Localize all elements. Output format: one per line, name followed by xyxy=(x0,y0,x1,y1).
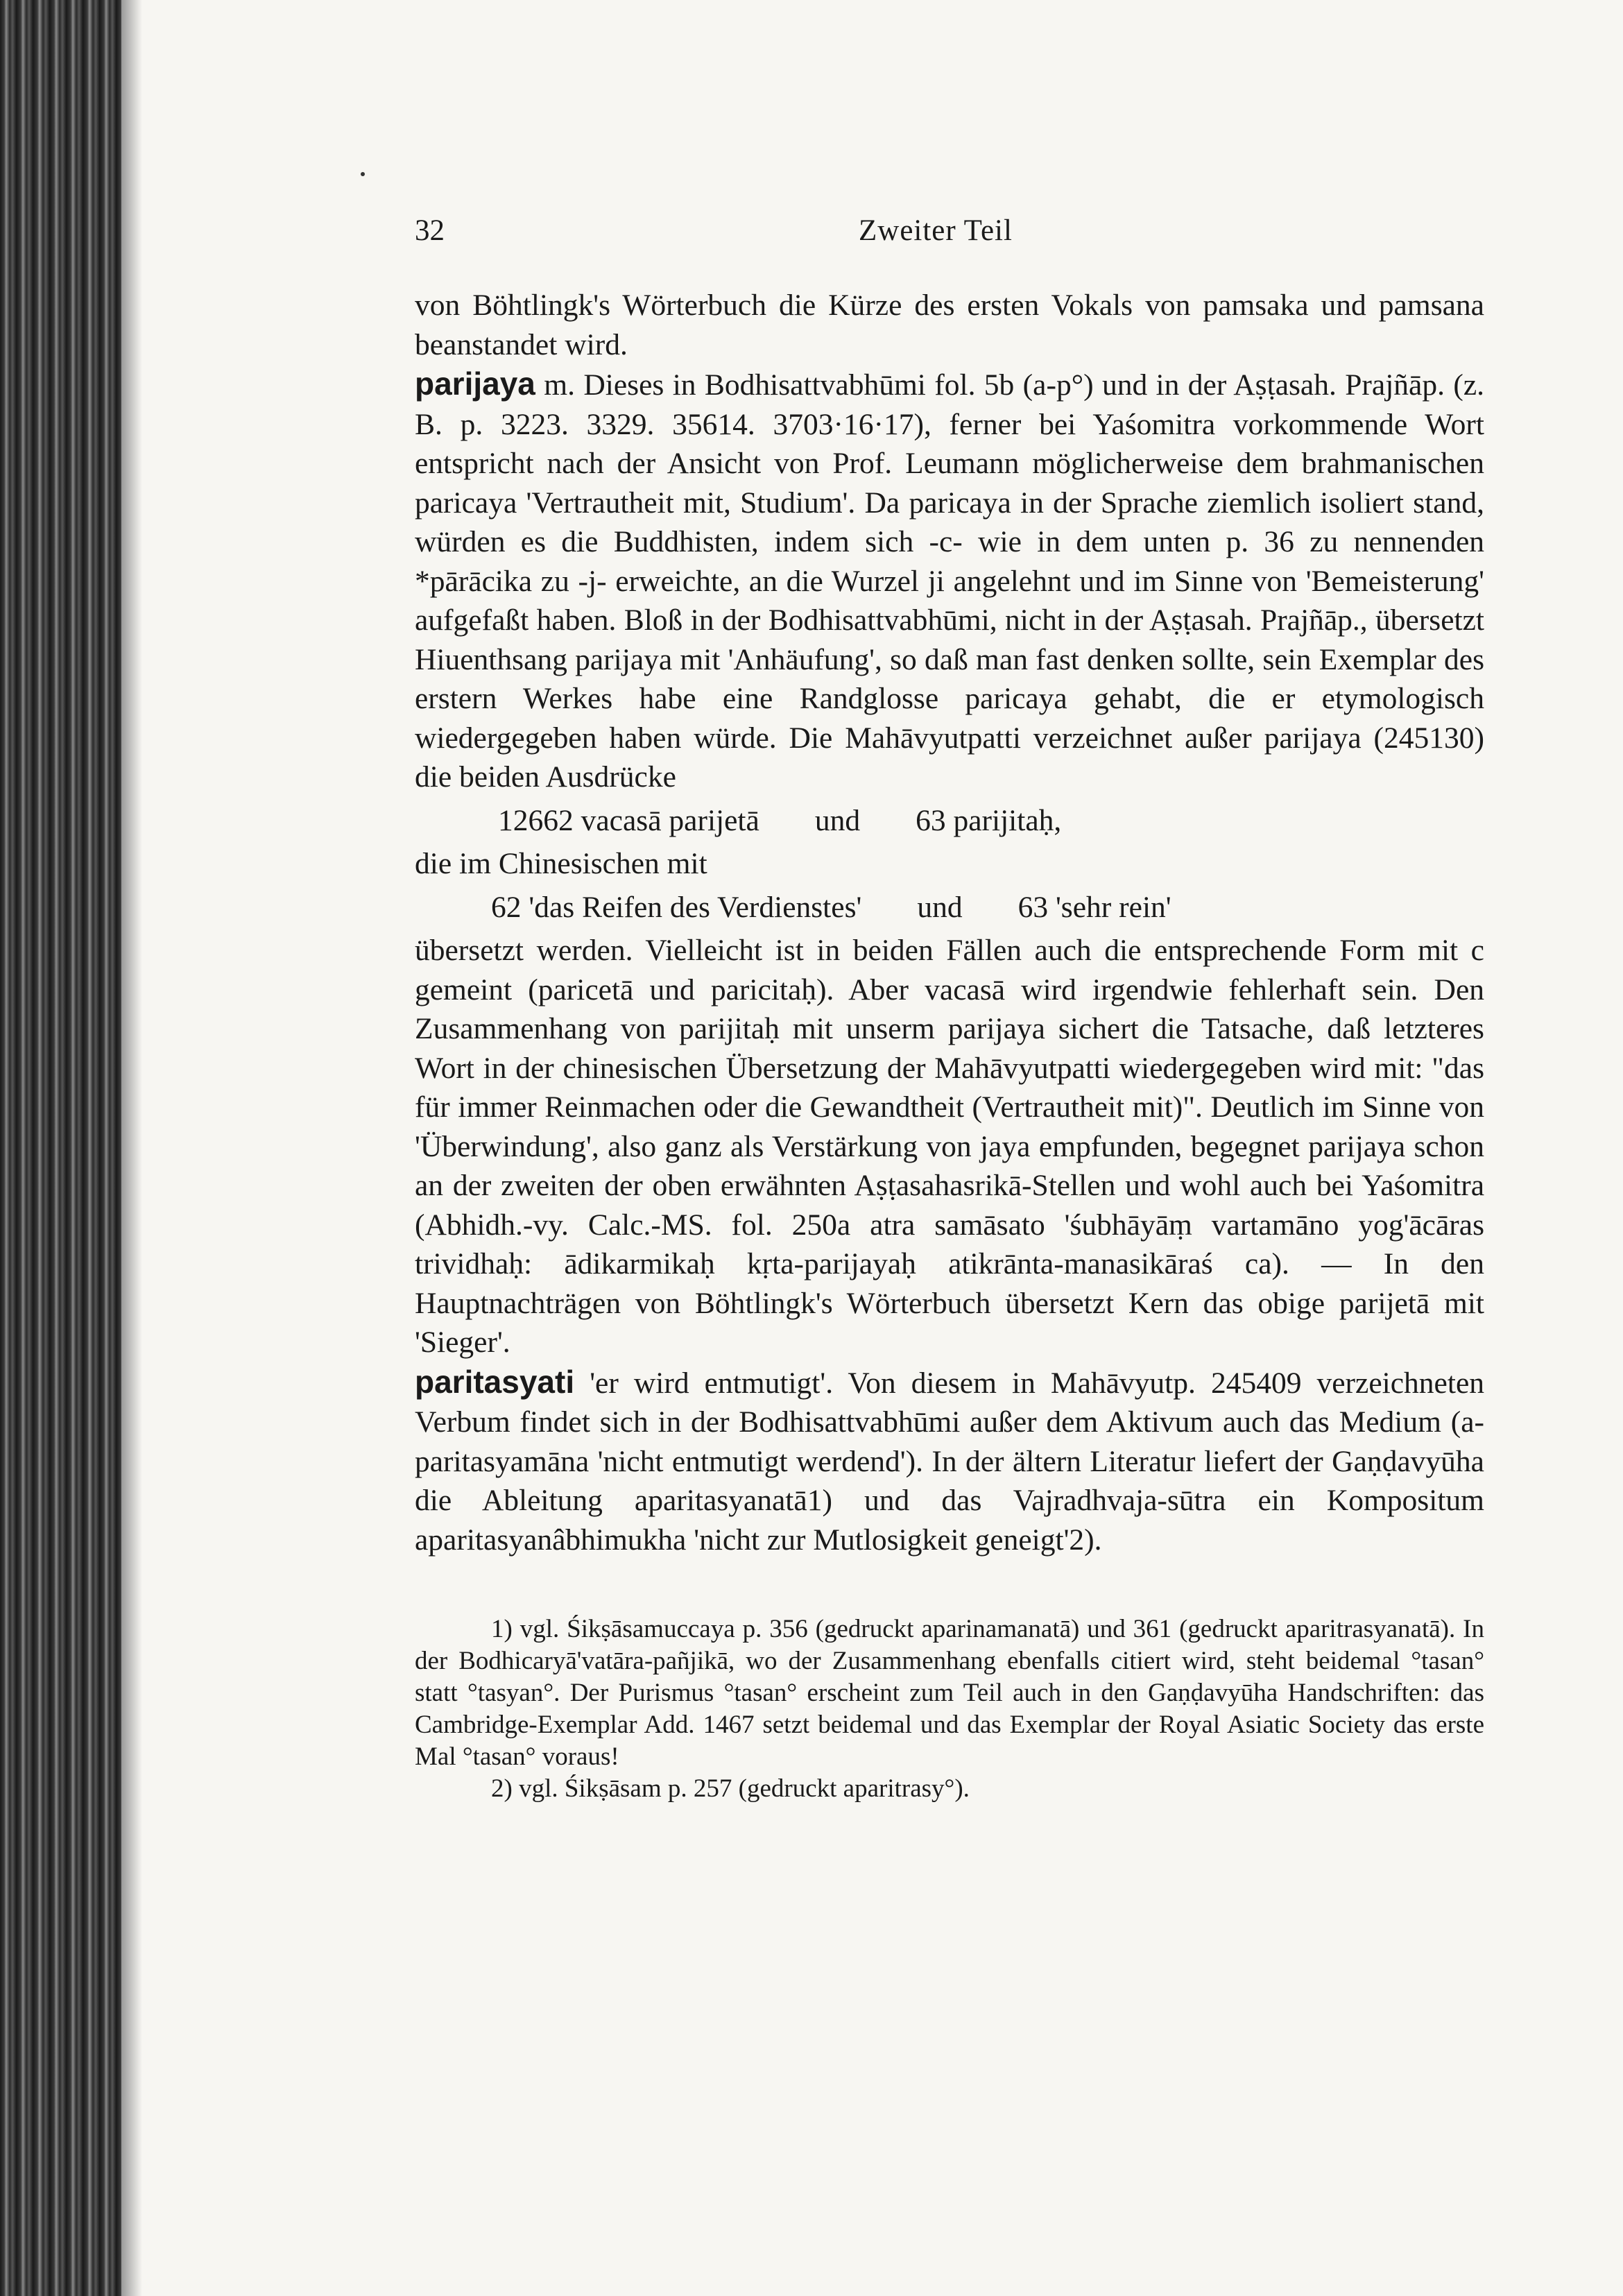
citation-2-term2: 63 'sehr rein' xyxy=(1017,890,1171,924)
entry-paritasyati xyxy=(415,1362,1484,1560)
page-number: 32 xyxy=(415,214,445,247)
citation-1-and: und xyxy=(814,803,861,837)
citation-1-term: 12662 vacasā parijetā xyxy=(498,803,759,837)
footnote-1: 1) vgl. Śikṣāsamuccaya p. 356 (gedruckt aparinamanatā) und 361 (gedruckt aparitrasyanatā). In der Bodhicaryā'vatāra-pañjikā, wo der Zusammenhang ebenfalls citiert wird, steht beidemal °tasan° statt °tasyan°. Der Purismus °tasan° erscheint zum Teil auch in den Gaṇḍavyūha Handschriften: das Cambridge-Exemplar Add. 1467 setzt beidemal und das Exemplar der Royal Asiatic Society das erste Mal °tasan° voraus! xyxy=(415,1615,1484,1771)
citation-2-term: 62 'das Reifen des Verdienstes' xyxy=(491,890,862,924)
footnotes xyxy=(415,1613,1484,1805)
footnote-2: 2) vgl. Śikṣāsam p. 257 (gedruckt aparitrasy°). xyxy=(491,1774,970,1803)
citation-2-and: und xyxy=(917,890,963,924)
lemma-paritasyati: paritasyati xyxy=(415,1363,575,1400)
page-header xyxy=(415,201,1484,257)
mid-line: die im Chinesischen mit xyxy=(415,847,707,880)
citation-1-term2: 63 parijitaḥ, xyxy=(916,803,1062,837)
main-text xyxy=(415,286,1484,1559)
lemma-parijaya: parijaya xyxy=(415,366,535,402)
stray-mark xyxy=(361,172,365,176)
running-title: Zweiter Teil xyxy=(859,214,1013,247)
paragraph-continuation: übersetzt werden. Vielleicht ist in beiden Fällen auch die entsprechende Form mit c gemeint (paricetā und paricitaḥ). Aber vacasā wird irgendwie fehlerhaft sein. Den Zusammenhang von parijitaḥ mit unserm parijaya sichert die Tatsache, daß letzteres Wort in der chinesischen Übersetzung der Mahāvyutpatti wiedergegeben wird mit: "das für immer Reinmachen oder die Gewandtheit (Vertrautheit mit)". Deutlich im Sinne von 'Überwindung', also ganz als Verstärkung von jaya empfunden, begegnet parijaya schon an der zweiten der oben erwähnten Aṣṭasahasrikā-Stellen und wohl auch bei Yaśomitra (Abhidh.-vy. Calc.-MS. fol. 250a atra samāsato 'śubhāyāṃ vartamāno yog'ācāras trividhaḥ: ādikarmikaḥ kṛta-parijayaḥ atikrānta-manasikāraś ca). — In den Hauptnachträgen von Böhtlingk's Wörterbuch übersetzt Kern das obige parijetā mit 'Sieger'. xyxy=(415,934,1484,1359)
citation-line-1 xyxy=(415,801,1484,841)
citation-line-2 xyxy=(415,888,1484,927)
entry-parijaya-text: m. Dieses in Bodhisattvabhūmi fol. 5b (a-p°) und in der Aṣṭasah. Prajñāp. (z. B. p. 3223. 3329. 35614. 3703·16·17), ferner bei Yaśomitra vorkommende Wort entspricht nach der Ansicht von Prof. Leumann möglicherweise dem brahmanischen paricaya 'Vertrautheit mit, Studium'. Da paricaya in der Sprache ziemlich isoliert stand, würden es die Buddhisten, indem sich -c- wie in dem unten p. 36 zu nennenden *pārācika zu -j- erweichte, an die Wurzel ji angelehnt und im Sinne von 'Bemeisterung' aufgefaßt haben. Bloß in der Bodhisattvabhūmi, nicht in der Aṣṭasah. Prajñāp., übersetzt Hiuenthsang parijaya mit 'Anhäufung', so daß man fast denken sollte, sein Exemplar des erstern Werkes habe eine Randglosse paricaya gehabt, die er etymologisch wiedergegeben haben würde. Die Mahāvyutpatti verzeichnet außer parijaya (245130) die beiden Ausdrücke xyxy=(415,368,1485,794)
book-gutter-shadow xyxy=(0,0,121,2296)
gutter-edge xyxy=(121,0,142,2296)
entry-parijaya xyxy=(415,364,1484,797)
entry-paritasyati-text: 'er wird entmutigt'. Von diesem in Mahāvyutp. 245409 verzeichneten Verbum findet sich in der Bodhisattvabhūmi außer dem Aktivum auch das Medium (a-paritasyamāna 'nicht entmutigt werdend'). In der ältern Literatur liefert der Gaṇḍavyūha die Ableitung aparitasyanatā1) und das Vajradhvaja-sūtra ein Kompositum aparitasyanâbhimukha 'nicht zur Mutlosigkeit geneigt'2). xyxy=(415,1366,1484,1557)
book-page xyxy=(415,201,1484,1805)
paragraph-intro: von Böhtlingk's Wörterbuch die Kürze des ersten Vokals von pamsaka und pamsana beanstandet wird. xyxy=(415,289,1484,361)
